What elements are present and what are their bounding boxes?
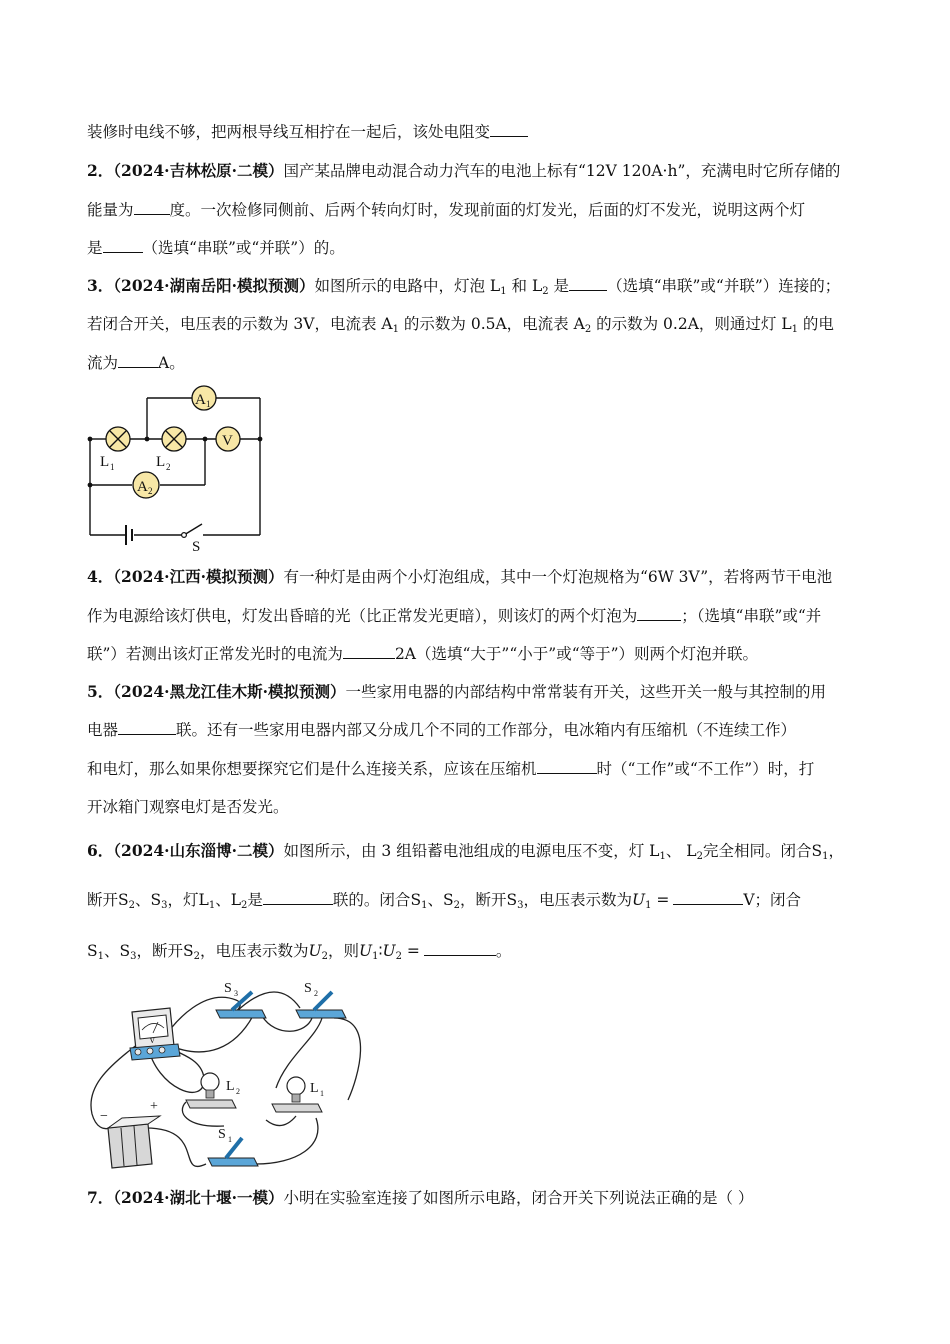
answer-blank[interactable] (569, 276, 607, 291)
q3-circuit-diagram (82, 382, 272, 552)
q3-line2: 若闭合开关，电压表的示数为 3V，电流表 $A_1$ 的示数为 0.5A，电流表 $A_2$ 的示数为 0.2A，则通过灯 $L_1$ 的电 (87, 315, 834, 335)
question-source: （2024·黑龙江佳木斯·模拟预测） (113, 682, 346, 701)
svg-text:2: 2 (236, 1087, 240, 1096)
svg-text:L: L (310, 1081, 319, 1096)
question-number: 5． (87, 682, 114, 701)
voltmeter-label: V (222, 433, 233, 449)
lamp-l2-label: L (156, 454, 166, 470)
svg-text:2: 2 (166, 462, 171, 472)
switch-s3-icon (216, 981, 266, 1018)
question-number: 3． (87, 276, 114, 295)
answer-blank[interactable] (537, 759, 597, 774)
answer-blank[interactable] (673, 890, 743, 905)
ammeter-a2-label: A (137, 479, 148, 495)
q3-line1: 3．（2024·湖南岳阳·模拟预测）如图所示的电路中，灯泡 $L_1$ 和 $L_2$ 是 （选填“串联”或“并联”）连接的； (87, 276, 841, 297)
question-source: （2024·湖南岳阳·模拟预测） (113, 276, 315, 295)
svg-text:v: v (150, 1035, 155, 1045)
question-source: （2024·吉林松原·二模） (113, 161, 284, 180)
q2-line2: 能量为 度。一次检修同侧前、后两个转向灯时，发现前面的灯发光，后面的灯不发光，说明这两个灯 (87, 201, 806, 219)
svg-text:1: 1 (228, 1135, 232, 1144)
answer-blank[interactable] (343, 644, 395, 659)
question-number: 6． (87, 841, 114, 860)
q5-line1: 5．（2024·黑龙江佳木斯·模拟预测）一些家用电器的内部结构中常常装有开关，这些开关一般与其控制的用 (87, 682, 826, 701)
switch-s-label: S (192, 539, 201, 552)
q5-line3: 和电灯，那么如果你想要探究它们是什么连接关系，应该在压缩机 时（“工作”或“不工作”）时，打 (87, 760, 815, 778)
question-number: 4． (87, 567, 114, 586)
q3-line3: 流为 A。 (87, 354, 185, 372)
answer-blank[interactable] (118, 720, 176, 735)
question-source: （2024·山东淄博·二模） (113, 841, 284, 860)
svg-text:2: 2 (314, 989, 318, 998)
answer-blank[interactable] (103, 238, 143, 253)
answer-blank[interactable] (263, 890, 333, 905)
question-number: 2． (87, 161, 114, 180)
voltmeter-device-icon (130, 1008, 180, 1060)
q6-line2: 断开$S_2$、$S_3$，灯$L_1$、$L_2$是 联的。闭合$S_1$、$S_2$，断开$S_3$，电压表示数为$U_1 = V$；闭合 (87, 891, 802, 911)
answer-blank[interactable] (134, 200, 170, 215)
svg-text:1: 1 (320, 1089, 324, 1098)
lamp-l2-icon (162, 427, 186, 451)
q6-line3: $S_1$、$S_3$，断开$S_2$，电压表示数为$U_2$，则$U_1∶U_2$ = 。 (87, 942, 512, 962)
answer-blank[interactable] (637, 606, 681, 621)
question-number: 7． (87, 1188, 114, 1207)
q6-circuit-illustration (86, 978, 376, 1178)
q5-line2: 电器 联。还有一些家用电器内部又分成几个不同的工作部分，电冰箱内有压缩机（不连续工作） (87, 721, 797, 739)
q4-line3: 联”）若测出该灯正常发光时的电流为 2A（选填“大于”“小于”或“等于”）则两个灯泡并联。 (87, 645, 759, 663)
svg-text:−: − (100, 1109, 108, 1124)
svg-text:3: 3 (234, 989, 238, 998)
svg-text:2: 2 (148, 486, 153, 496)
question-source: （2024·江西·模拟预测） (113, 567, 284, 586)
question-source: （2024·湖北十堰·一模） (113, 1188, 284, 1207)
lamp-l2-bulb-icon (186, 1073, 240, 1108)
q5-line4: 开冰箱门观察电灯是否发光。 (87, 798, 289, 816)
q4-line1: 4．（2024·江西·模拟预测）有一种灯是由两个小灯泡组成，其中一个灯泡规格为“6W 3V”，若将两节干电池 (87, 567, 833, 586)
svg-text:S: S (218, 1127, 226, 1142)
q1-tail: 装修时电线不够，把两根导线互相拧在一起后，该处电阻变 (87, 122, 528, 142)
svg-text:L: L (226, 1079, 235, 1094)
svg-text:S: S (304, 981, 312, 996)
switch-s1-icon (208, 1127, 258, 1166)
svg-text:1: 1 (110, 462, 115, 472)
q7-line1: 7．（2024·湖北十堰·一模）小明在实验室连接了如图所示电路，闭合开关下列说法正确的是（ ） (87, 1188, 754, 1207)
q6-line1: 6．（2024·山东淄博·二模）如图所示，由 3 组铅蓄电池组成的电源电压不变，灯 $L_1$、 $L_2$完全相同。闭合$S_1$， (87, 841, 844, 862)
answer-blank[interactable] (118, 353, 158, 368)
svg-text:S: S (224, 981, 232, 996)
battery-icon (100, 1099, 160, 1168)
answer-blank[interactable] (490, 122, 528, 137)
lamp-l1-bulb-icon (272, 1077, 324, 1112)
q2-line3: 是 （选填“串联”或“并联”）的。 (87, 239, 345, 257)
q2-line1: 2．（2024·吉林松原·二模）国产某品牌电动混合动力汽车的电池上标有“12V 120A·h”，充满电时它所存储的 (87, 161, 841, 180)
switch-s2-icon (296, 981, 346, 1018)
ammeter-a1-label: A (195, 392, 206, 408)
q4-line2: 作为电源给该灯供电，灯发出昏暗的光（比正常发光更暗），则该灯的两个灯泡为 ；（选填“串联”或“并 (87, 607, 822, 625)
lamp-l1-label: L (100, 454, 110, 470)
svg-text:+: + (150, 1099, 158, 1114)
answer-blank[interactable] (424, 941, 496, 956)
svg-text:1: 1 (206, 399, 211, 409)
lamp-l1-icon (106, 427, 130, 451)
